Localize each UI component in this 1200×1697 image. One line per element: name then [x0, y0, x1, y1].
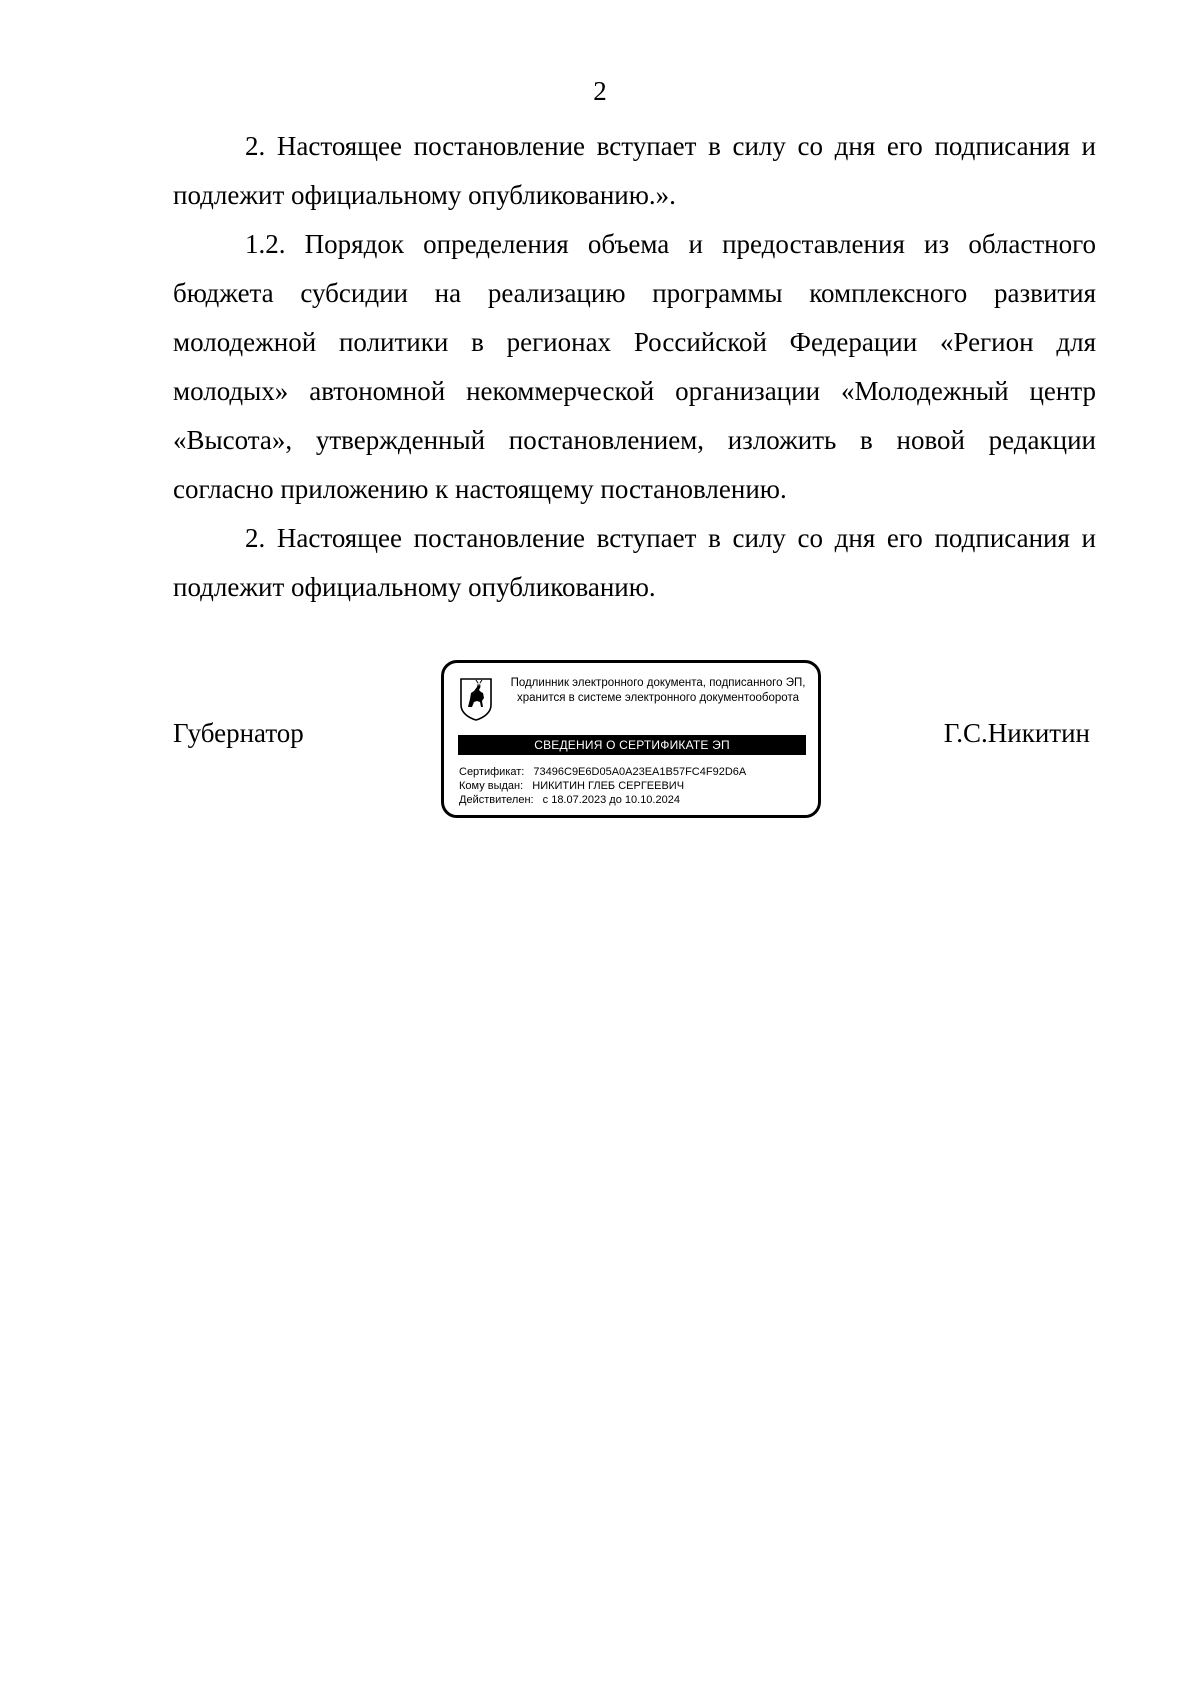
signature-block: [0, 660, 1200, 830]
certificate-row: [459, 765, 809, 779]
page-number: 2: [593, 76, 607, 106]
stamp-header: [498, 676, 818, 706]
validity-value: с 18.07.2023 до 10.10.2024: [542, 794, 680, 806]
owner-row: [459, 779, 809, 793]
validity-label: Действителен:: [459, 794, 534, 806]
paragraph-3: 2. Настоящее постановление вступает в силу со дня его подписания и подлежит официальному опубликованию.: [173, 523, 1096, 602]
signatory-title: Губернатор: [173, 718, 304, 748]
document-body: [173, 122, 1096, 612]
certificate-label: Сертификат:: [459, 766, 525, 778]
certificate-value: 73496C9E6D05A0A23EA1B57FC4F92D6A: [533, 766, 747, 778]
certificate-details: [459, 765, 809, 807]
certificate-info-bar: СВЕДЕНИЯ О СЕРТИФИКАТЕ ЭП: [458, 735, 806, 755]
paragraph-2: 1.2. Порядок определения объема и предоставления из областного бюджета субсидии на реализацию программы комплексного развития молодежной политики в регионах Российской Федерации «Регион для молодых» автономной некоммерческой организации «Молодежный центр «Высота», утвержденный постановлением, изложить в новой редакции согласно приложению к настоящему постановлению.: [173, 229, 1096, 504]
electronic-signature-stamp: [441, 660, 821, 818]
stamp-header-line-2: хранится в системе электронного документооборота: [517, 692, 799, 704]
stamp-header-line-1: Подлинник электронного документа, подписанного ЭП,: [510, 677, 806, 689]
paragraph-1: 2. Настоящее постановление вступает в силу со дня его подписания и подлежит официальному опубликованию.».: [173, 131, 1096, 210]
deer-coat-of-arms-icon: [459, 677, 493, 721]
validity-row: [459, 793, 809, 807]
owner-value: НИКИТИН ГЛЕБ СЕРГЕЕВИЧ: [532, 780, 685, 792]
signatory-name: Г.С.Никитин: [943, 718, 1090, 748]
owner-label: Кому выдан:: [459, 780, 524, 792]
